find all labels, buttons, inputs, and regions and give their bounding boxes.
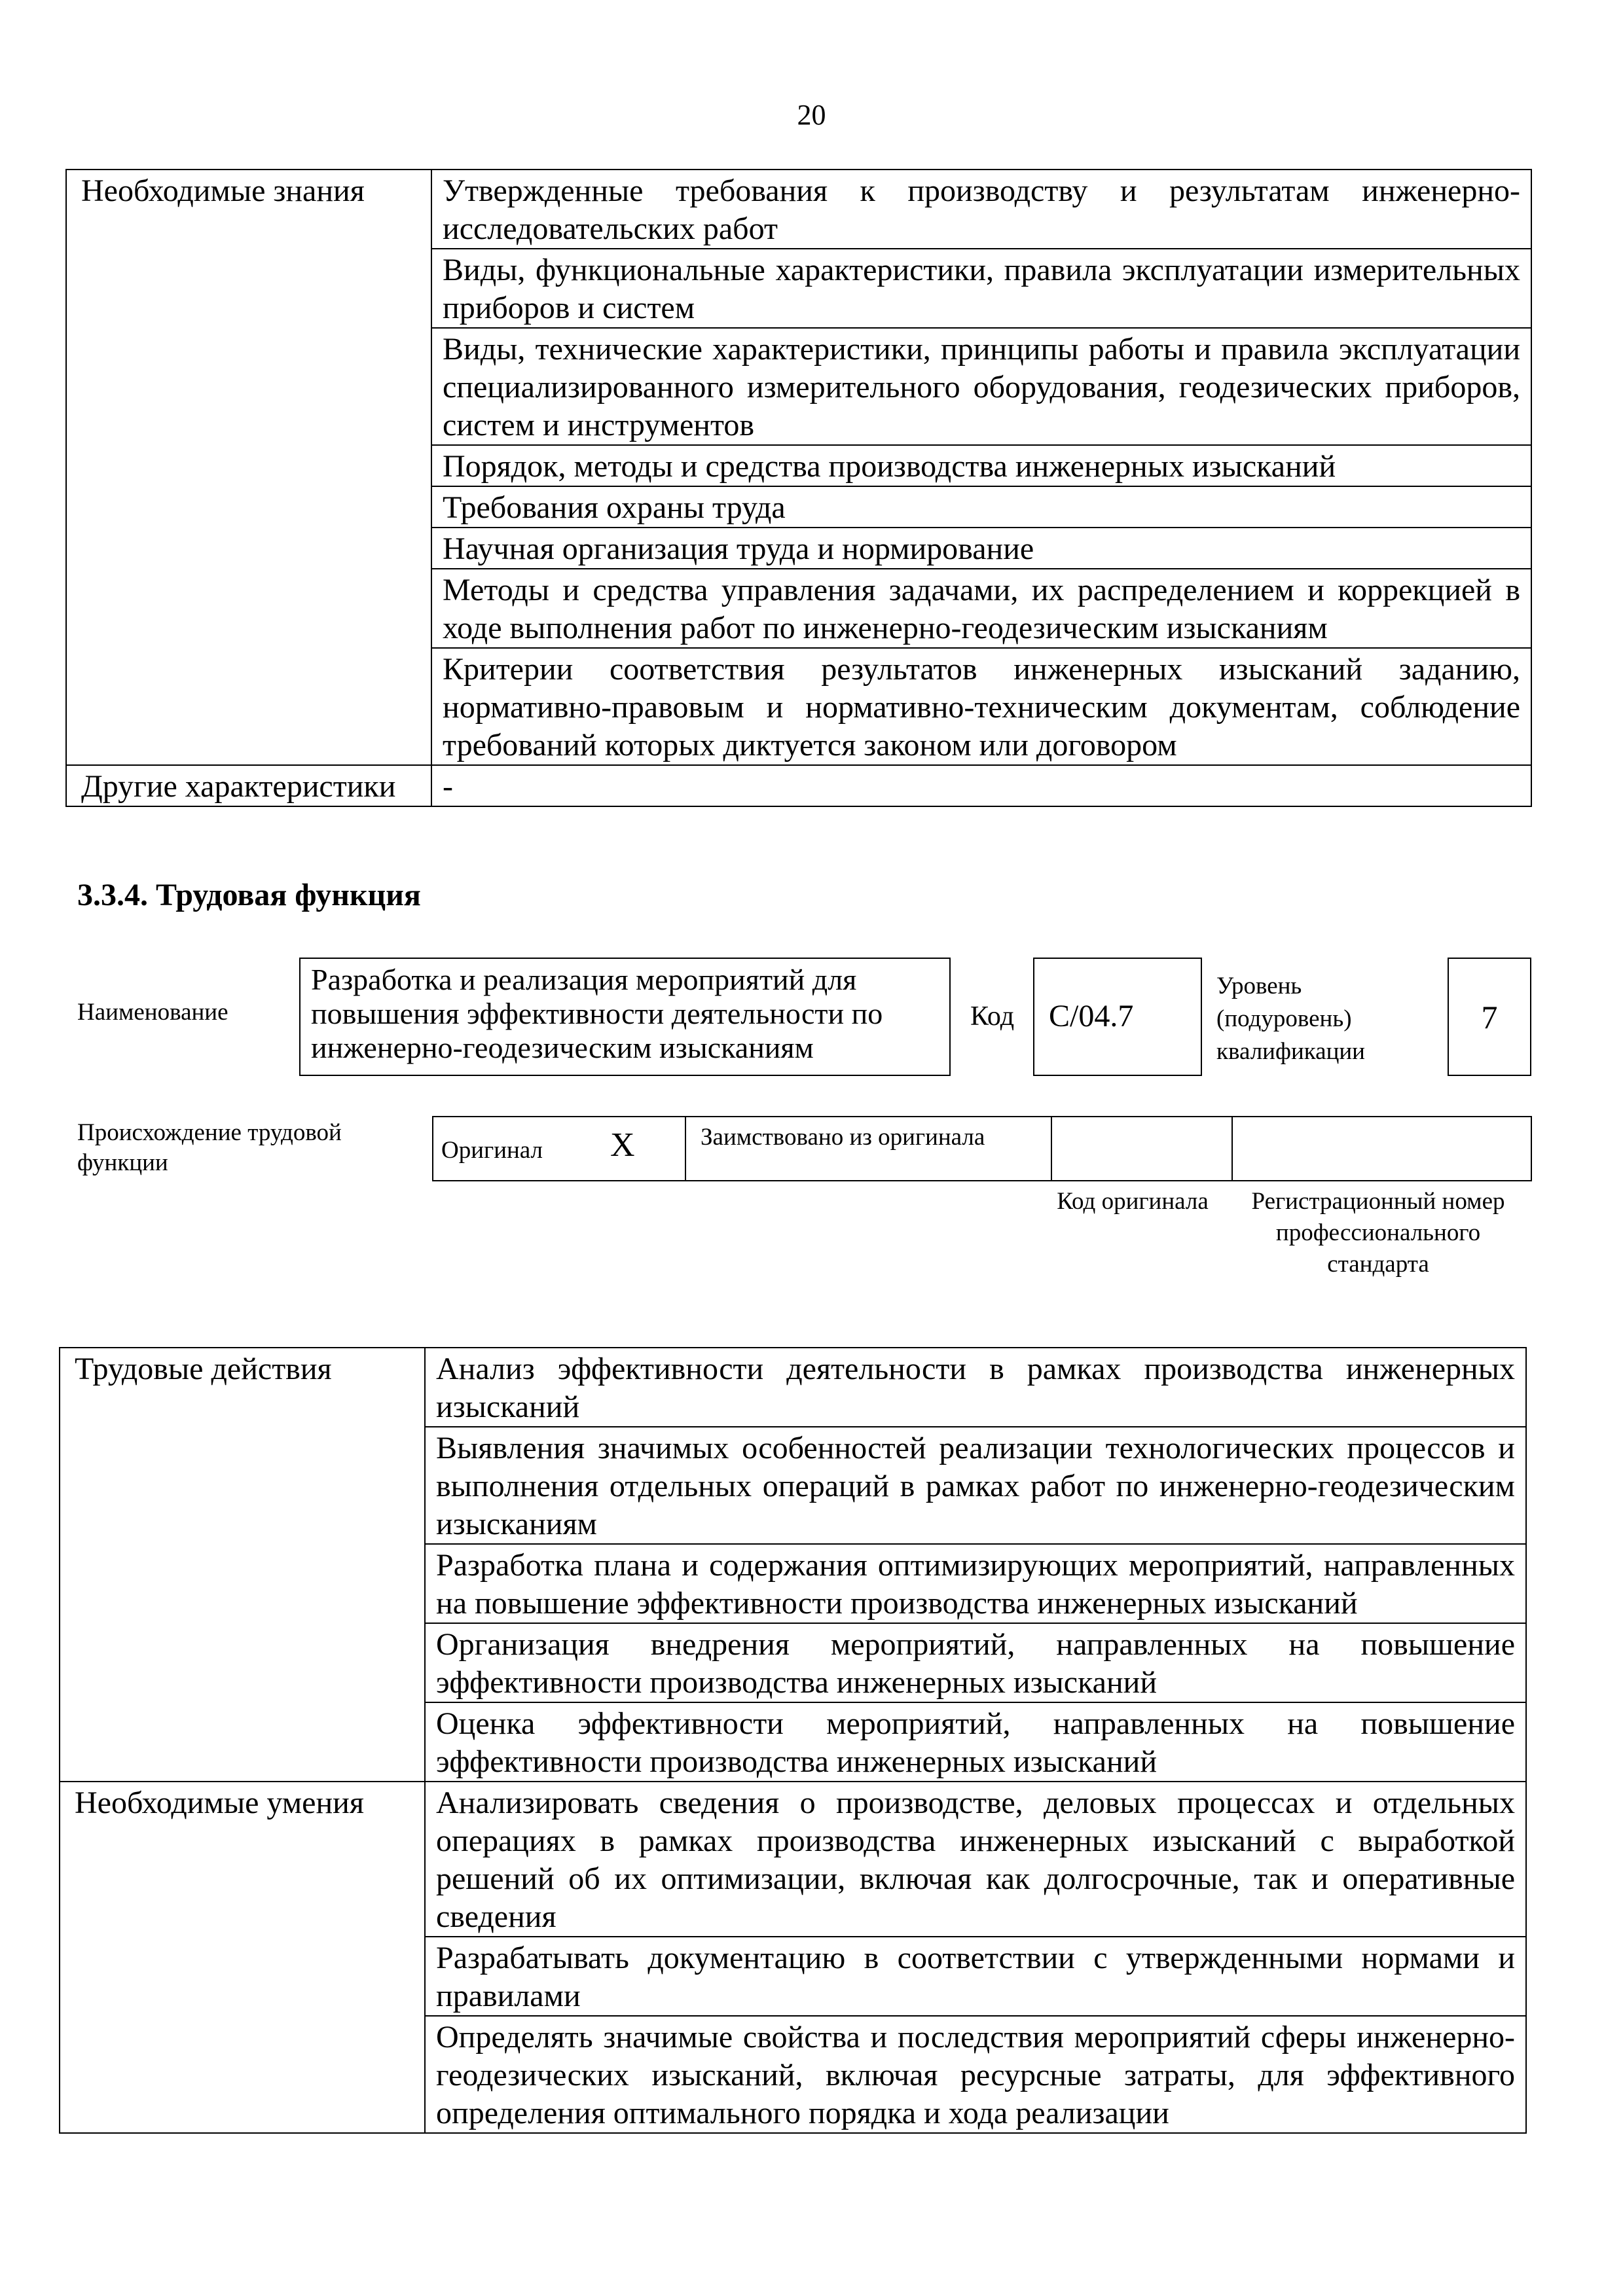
table-cell: Оценка эффективности мероприятий, направленных на повышение эффективности производства инженерных изысканий — [425, 1702, 1526, 1782]
reg-number-caption: Регистрационный номер профессионального стандарта — [1251, 1188, 1505, 1278]
table-cell: Разработка плана и содержания оптимизирующих мероприятий, направленных на повышение эффективности производства инженерных изысканий — [425, 1544, 1526, 1623]
code-original-caption: Код оригинала — [1057, 1188, 1209, 1215]
row-header: Необходимые знания — [66, 170, 431, 765]
table-row — [66, 765, 1531, 806]
code-value: С/04.7 — [1049, 999, 1134, 1033]
table-cell: Порядок, методы и средства производства инженерных изысканий — [431, 445, 1531, 486]
table-cell: Методы и средства управления задачами, их распределением и коррекцией в ходе выполнения работ по инженерно-геодезическим изысканиям — [431, 569, 1531, 648]
level-value: 7 — [1481, 999, 1498, 1035]
reg-number-cell — [1231, 1116, 1532, 1181]
table-cell: - — [431, 765, 1531, 806]
function-name-value: Разработка и реализация мероприятий для повышения эффективности деятельности по инженерно-геодезическим изысканиям — [311, 963, 883, 1064]
table-cell: Анализировать сведения о производстве, деловых процессах и отдельных операциях в рамках производства инженерных изысканий с выработкой решений об их оптимизации, включая как долгосрочные, так и оперативные сведения — [425, 1782, 1526, 1937]
level-label: Уровень (подуровень) квалификации — [1216, 973, 1365, 1065]
origin-row — [432, 1116, 1532, 1181]
table-cell: Виды, технические характеристики, принципы работы и правила эксплуатации специализированного измерительного оборудования, геодезических приборов, систем и инструментов — [431, 328, 1531, 445]
table-row — [66, 170, 1531, 249]
table-cell: Критерии соответствия результатов инженерных изысканий заданию, нормативно-правовым и нормативно-техническим документам, соблюдение требований которых диктуется законом или договором — [431, 648, 1531, 765]
table-cell: Виды, функциональные характеристики, правила эксплуатации измерительных приборов и систем — [431, 249, 1531, 328]
row-header: Необходимые умения — [60, 1782, 425, 2133]
borrowed-cell — [685, 1116, 1052, 1181]
code-original-cell — [1051, 1116, 1233, 1181]
knowledge-table — [65, 169, 1532, 807]
original-label: Оригинал — [441, 1137, 543, 1164]
table-cell: Анализ эффективности деятельности в рамках производства инженерных изысканий — [425, 1348, 1526, 1427]
level-value-box — [1448, 958, 1531, 1076]
table-row — [60, 1348, 1526, 1427]
actions-table — [59, 1347, 1527, 2134]
section-title: 3.3.4. Трудовая функция — [77, 878, 421, 912]
original-cell — [432, 1116, 686, 1181]
origin-label: Происхождение трудовой функции — [77, 1119, 342, 1176]
table-cell: Научная организация труда и нормирование — [431, 528, 1531, 569]
knowledge-table-body — [66, 170, 1531, 806]
table-cell: Требования охраны труда — [431, 486, 1531, 528]
table-cell: Утвержденные требования к производству и результатам инженерно-исследовательских работ — [431, 170, 1531, 249]
name-label: Наименование — [77, 999, 228, 1026]
row-header: Другие характеристики — [66, 765, 431, 806]
borrowed-label: Заимствовано из оригинала — [701, 1124, 985, 1151]
row-header: Трудовые действия — [60, 1348, 425, 1782]
table-row — [60, 1782, 1526, 1937]
original-mark: X — [610, 1126, 635, 1164]
function-name-box — [299, 958, 951, 1076]
table-cell: Определять значимые свойства и последствия мероприятий сферы инженерно-геодезических изысканий, включая ресурсные затраты, для эффективного определения оптимального порядка и хода реализации — [425, 2016, 1526, 2133]
code-label: Код — [970, 1001, 1015, 1031]
page-number: 20 — [797, 99, 826, 131]
table-cell: Выявления значимых особенностей реализации технологических процессов и выполнения отдельных операций в рамках работ по инженерно-геодезическим изысканиям — [425, 1427, 1526, 1544]
actions-table-body — [60, 1348, 1526, 2133]
table-cell: Организация внедрения мероприятий, направленных на повышение эффективности производства инженерных изысканий — [425, 1623, 1526, 1702]
code-value-box — [1033, 958, 1202, 1076]
table-cell: Разрабатывать документацию в соответствии с утвержденными нормами и правилами — [425, 1937, 1526, 2016]
